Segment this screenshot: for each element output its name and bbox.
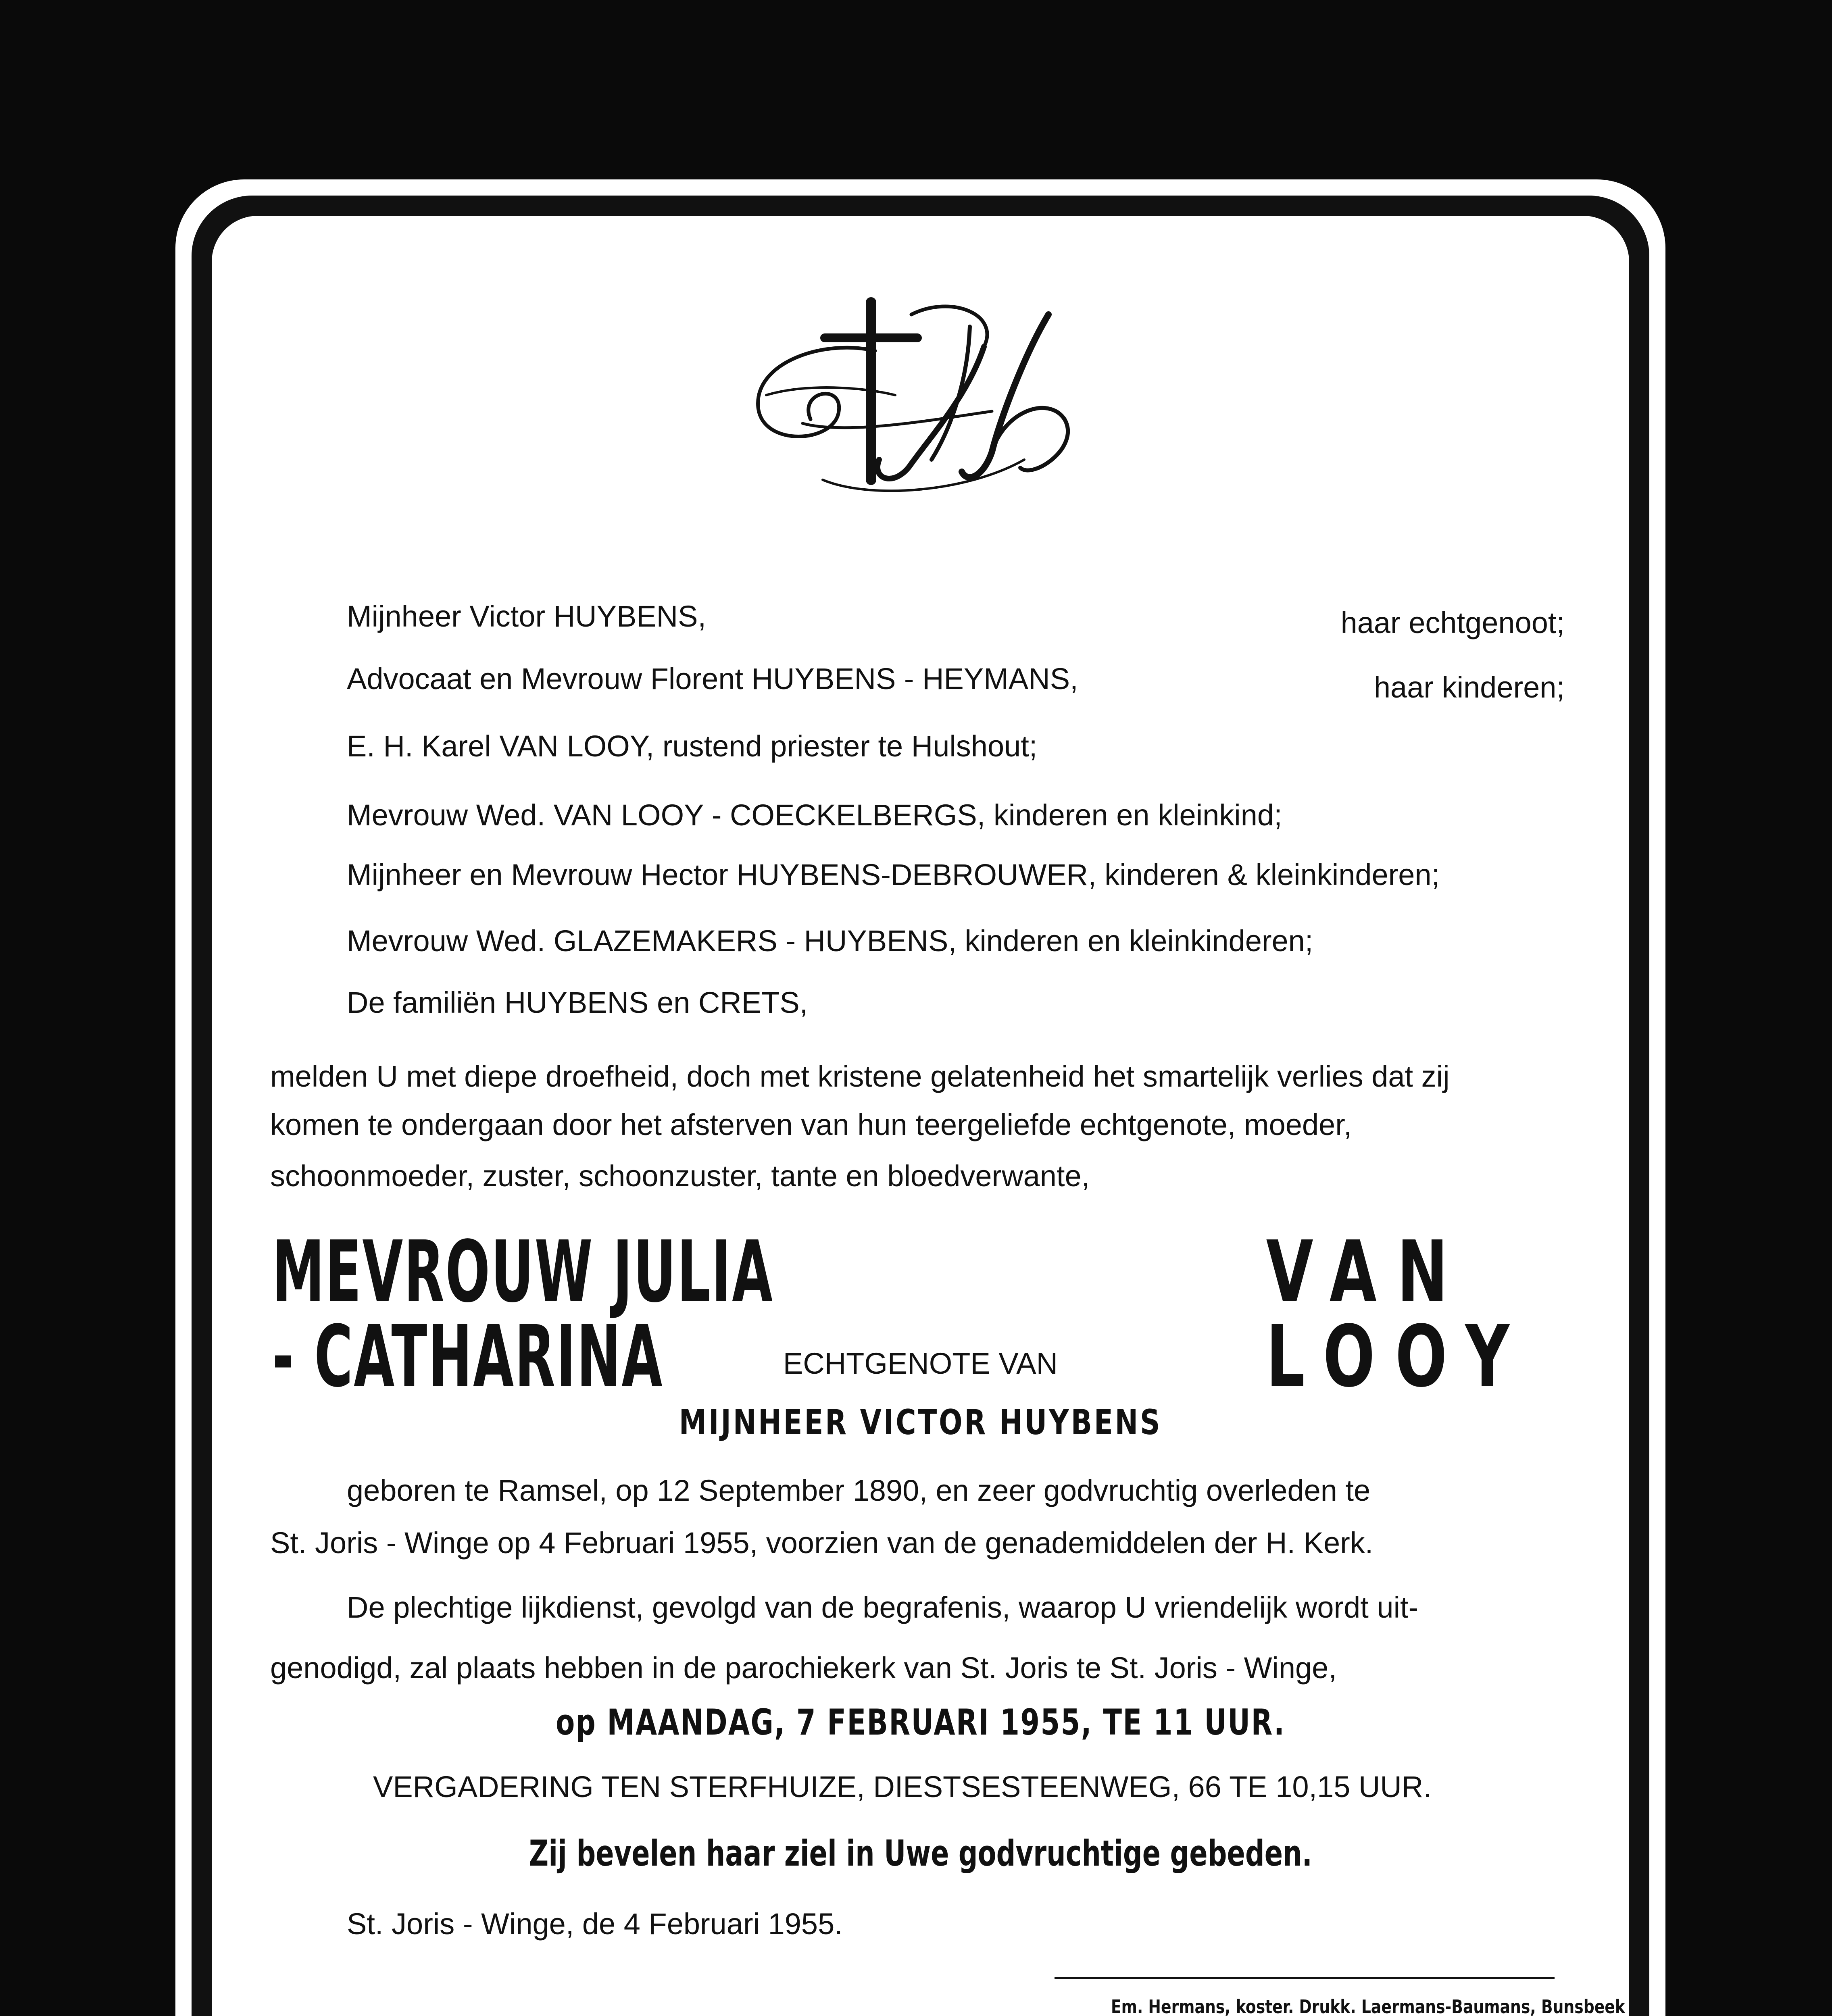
family-line-7: De familiën HUYBENS en CRETS,	[347, 986, 808, 1019]
family-relation-2: haar kinderen;	[1373, 671, 1565, 704]
announcement-line-2: komen te ondergaan door het afsterven van hun teergeliefde echtgenote, moeder,	[270, 1108, 1352, 1141]
family-line-4: Mevrouw Wed. VAN LOOY - COECKELBERGS, kinderen en kleinkind;	[347, 798, 1282, 832]
family-line-2: Advocaat en Mevrouw Florent HUYBENS - HEYMANS,	[347, 662, 1078, 696]
spouse-intro: ECHTGENOTE VAN	[783, 1347, 1058, 1380]
printer-credit-text: Em. Hermans, koster. Drukk. Laermans-Baumans, Bunsbeek	[1111, 1996, 1625, 2016]
announcement-line-1: melden U met diepe droefheid, doch met kristene gelatenheid het smartelijk verlies dat zij	[270, 1060, 1450, 1093]
cross-monogram-icon	[742, 290, 1077, 516]
family-line-3: E. H. Karel VAN LOOY, rustend priester te Hulshout;	[347, 729, 1038, 763]
footer-rule	[1055, 1977, 1555, 1979]
birth-line-2: St. Joris - Winge op 4 Februari 1955, voorzien van de genademiddelen der H. Kerk.	[270, 1526, 1373, 1560]
prayer-wrapper	[212, 1833, 1629, 1874]
announcement-line-3: schoonmoeder, zuster, schoonzuster, tante en bloedverwante,	[270, 1159, 1090, 1193]
place-date-line: St. Joris - Winge, de 4 Februari 1955.	[347, 1907, 843, 1941]
deceased-name-first: MEVROUW JULIA - CATHARINA	[272, 1223, 774, 1406]
spouse-name-wrapper	[212, 1402, 1629, 1443]
family-line-1: Mijnheer Victor HUYBENS,	[347, 600, 707, 633]
family-line-5: Mijnheer en Mevrouw Hector HUYBENS-DEBROUWER, kinderen & kleinkinderen;	[347, 858, 1440, 891]
birth-line-1: geboren te Ramsel, op 12 September 1890, en zeer godvruchtig overleden te	[347, 1474, 1371, 1507]
prayer-line: Zij bevelen haar ziel in Uwe godvruchtige gebeden.	[529, 1833, 1312, 1874]
family-relation-1: haar echtgenoot;	[1340, 606, 1565, 639]
funeral-date-wrapper	[212, 1702, 1629, 1743]
spouse-name: MIJNHEER VICTOR HUYBENS	[679, 1402, 1162, 1443]
gathering-line: VERGADERING TEN STERFHUIZE, DIESTSESTEENWEG, 66 TE 10,15 UUR.	[373, 1770, 1432, 1804]
funeral-line-2: genodigd, zal plaats hebben in de parochiekerk van St. Joris te St. Joris - Winge,	[270, 1651, 1337, 1685]
funeral-line-1: De plechtige lijkdienst, gevolgd van de begrafenis, waarop U vriendelijk wordt uit-	[347, 1591, 1419, 1624]
funeral-date: op MAANDAG, 7 FEBRUARI 1955, TE 11 UUR.	[555, 1702, 1286, 1743]
deceased-name-last: VAN LOOY	[1266, 1223, 1530, 1406]
family-line-6: Mevrouw Wed. GLAZEMAKERS - HUYBENS, kinderen en kleinkinderen;	[347, 924, 1313, 958]
printer-credit	[998, 1996, 1625, 2016]
